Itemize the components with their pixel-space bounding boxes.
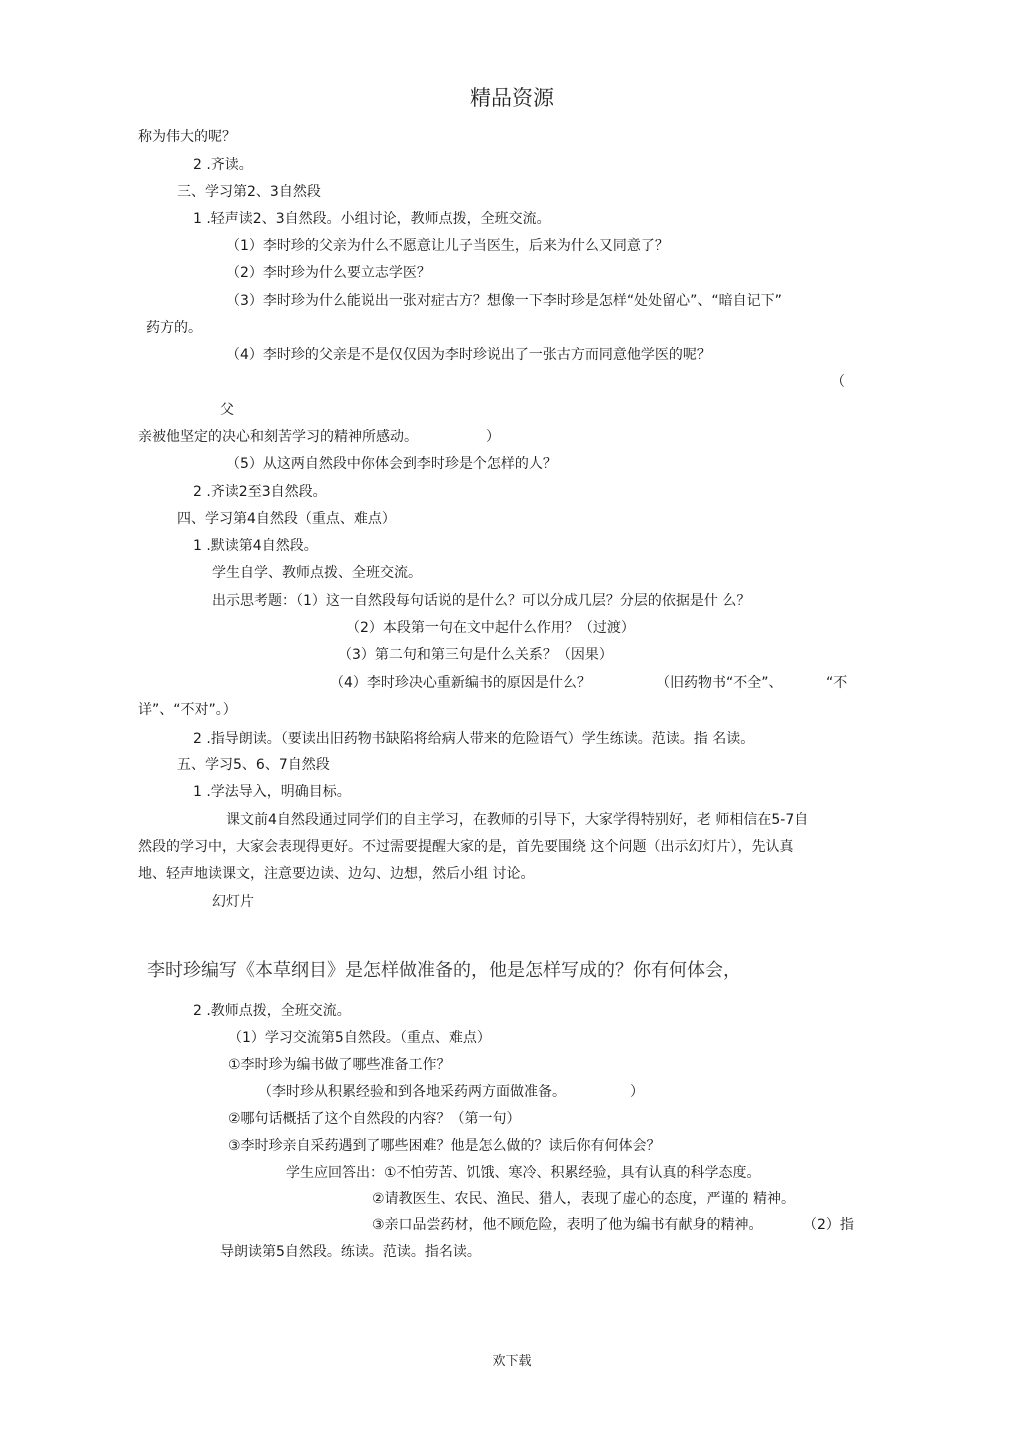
section-heading: 四、学习第4自然段（重点、难点） (177, 511, 396, 527)
text-line: 1 .默读第4自然段。 (193, 538, 318, 554)
text-line: 称为伟大的呢？ (138, 129, 236, 145)
slide-question: 李时珍编写《本草纲目》是怎样做准备的，他是怎样写成的？你有何体会， (147, 960, 741, 981)
question-line: 出示思考题：（1）这一自然段每句话说的是什么？可以分成几层？分层的依据是什 么？ (212, 593, 751, 609)
text-fragment: （旧药物书“不全”、 (656, 675, 783, 691)
text-fragment: ） (630, 1084, 644, 1100)
text-line: 2 .齐读2至3自然段。 (193, 484, 327, 500)
answer-line: 学生应回答出：①不怕劳苦、饥饿、寒冷、积累经验，具有认真的科学态度。 (286, 1165, 761, 1181)
answer-line: （李时珍从积累经验和到各地采药两方面做准备。 (258, 1084, 566, 1100)
text-line: 药方的。 (146, 320, 202, 336)
answer-line: ③亲口品尝药材，他不顾危险，表明了他为编书有献身的精神。 (372, 1217, 763, 1233)
section-heading: 五、学习5、6、7自然段 (177, 757, 330, 773)
text-line: 亲被他坚定的决心和刻苦学习的精神所感动。 (138, 429, 418, 445)
page-footer: 欢下载 (492, 1354, 532, 1369)
text-line: 1 .轻声读2、3自然段。小组讨论，教师点拨，全班交流。 (193, 211, 551, 227)
text-line: 2 .指导朗读。（要读出旧药物书缺陷将给病人带来的危险语气）学生练读。范读。指 名读。 (193, 731, 755, 747)
paragraph-line: 地、轻声地读课文，注意要边读、边勾、边想，然后小组 讨论。 (138, 866, 535, 882)
question-line: ②哪句话概括了这个自然段的内容？（第一句） (228, 1111, 521, 1127)
question-line: ③李时珍亲自采药遇到了哪些困难？他是怎么做的？读后你有何体会？ (228, 1138, 661, 1154)
text-line: 2 .齐读。 (193, 157, 253, 173)
question-line: （4）李时珍决心重新编书的原因是什么？ (330, 675, 591, 691)
text-fragment: “不 (826, 675, 848, 691)
question-line: （2）本段第一句在文中起什么作用？（过渡） (346, 620, 635, 636)
page-title: 精品资源 (470, 86, 554, 110)
text-line: 学生自学、教师点拨、全班交流。 (212, 565, 422, 581)
question-line: （3）李时珍为什么能说出一张对症古方？想像一下李时珍是怎样“处处留心”、“暗自记下” (226, 293, 782, 309)
question-line: （2）李时珍为什么要立志学医？ (226, 265, 431, 281)
text-line: 幻灯片 (212, 894, 254, 910)
question-line: （4）李时珍的父亲是不是仅仅因为李时珍说出了一张古方而同意他学医的呢？ (226, 347, 711, 363)
text-fragment: （2）指 (803, 1217, 854, 1233)
text-line: 1 .学法导入，明确目标。 (193, 784, 351, 800)
text-fragment: ） (486, 429, 500, 445)
text-fragment: 父 (220, 402, 234, 418)
text-line: 导朗读第5自然段。练读。范读。指名读。 (220, 1244, 481, 1260)
text-fragment: （ (831, 374, 845, 390)
text-line: 2 .教师点拨，全班交流。 (193, 1003, 351, 1019)
text-line: （1）学习交流第5自然段。（重点、难点） (228, 1030, 491, 1046)
question-line: （3）第二句和第三句是什么关系？（因果） (338, 647, 613, 663)
text-line: 详”、“不对”。） (138, 702, 237, 718)
answer-line: ②请教医生、农民、渔民、猎人，表现了虚心的态度，严谨的 精神。 (372, 1191, 795, 1207)
paragraph-line: 然段的学习中，大家会表现得更好。不过需要提醒大家的是，首先要围绕 这个问题（出示幻灯片），先认真 (138, 839, 794, 855)
question-line: （1）李时珍的父亲为什么不愿意让儿子当医生，后来为什么又同意了？ (226, 238, 669, 254)
paragraph-line: 课文前4自然段通过同学们的自主学习，在教师的引导下，大家学得特别好，老 师相信在5-7自 (226, 812, 809, 828)
section-heading: 三、学习第2、3自然段 (177, 184, 321, 200)
question-line: （5）从这两自然段中你体会到李时珍是个怎样的人？ (226, 456, 557, 472)
question-line: ①李时珍为编书做了哪些准备工作？ (228, 1057, 451, 1073)
